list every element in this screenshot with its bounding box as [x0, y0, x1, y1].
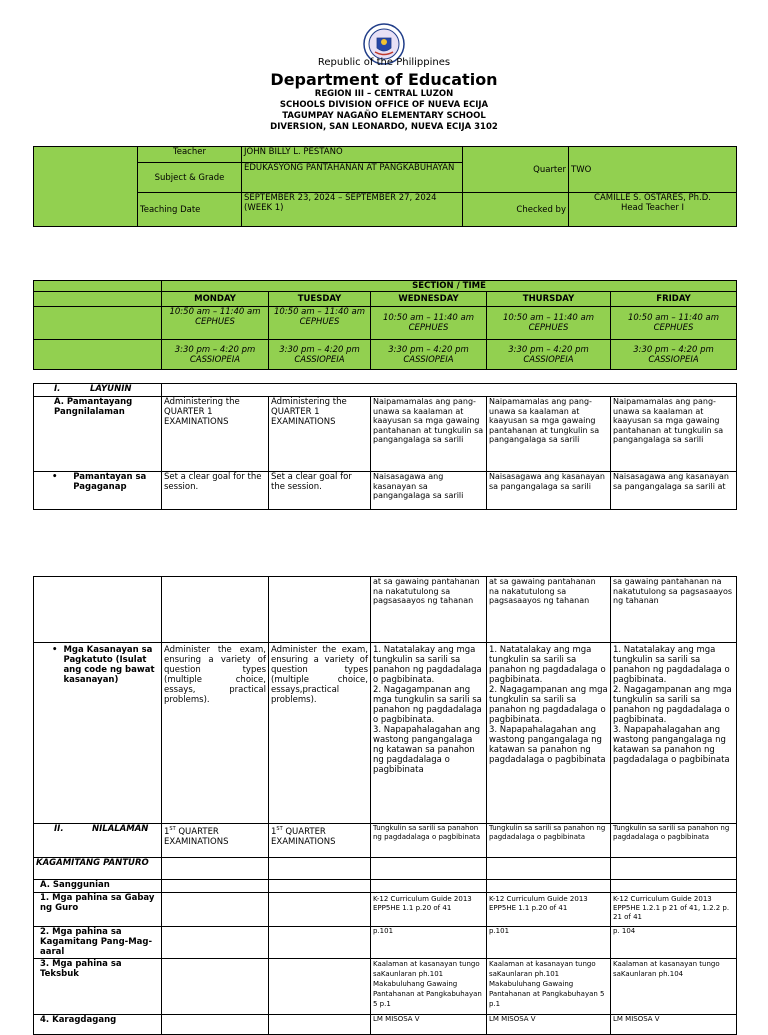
- tuesday-objective: Administering the QUARTER 1 EXAMINATIONS: [269, 397, 371, 472]
- blank-cell: [371, 858, 487, 880]
- quarter-value: TWO: [569, 147, 737, 193]
- exam-ordinal: 1: [164, 826, 170, 837]
- tuesday-performance: Set a clear goal for the session.: [269, 472, 371, 510]
- day-header: THURSDAY: [487, 292, 611, 307]
- tuesday-kasanayan: Administer the exam, ensuring a variety of question types (multiple choice, essays,practical problems).: [269, 643, 371, 824]
- friday-objective: Naipamamalas ang pang-unawa sa kaalaman at kaayusan sa mga gawaing pantahanan at tungkulin sa pangangalaga sa sarili: [611, 397, 737, 472]
- cont-blank: [162, 577, 269, 643]
- republic-text: Republic of the Philippines: [317, 57, 451, 68]
- slot-section: CEPHUES: [653, 323, 694, 333]
- exam-ordinal: 1: [271, 826, 277, 837]
- slot-section: CASSIOPEIA: [648, 354, 699, 365]
- info-table: [33, 146, 737, 227]
- blank-cell: [162, 893, 269, 927]
- checker-name: CAMILLE S. OSTARES, Ph.D.: [594, 193, 711, 203]
- kagamitang-panturo-label: KAGAMITANG PANTURO: [34, 858, 162, 880]
- day-header: FRIDAY: [611, 292, 737, 307]
- blank-cell: [611, 880, 737, 893]
- wednesday-teksbuk: Kaalaman at kasanayan tungo saKaunlaran ph.101 Makabuluhang Gawaing Pantahanan at Pangkabuhayan 5 p.1: [371, 959, 487, 1015]
- thursday-kagamitang: p.101: [487, 927, 611, 959]
- schedule-table: [33, 280, 737, 370]
- wednesday-karagdagang: LM MISOSA V: [371, 1015, 487, 1035]
- schedule-blank-pm: [34, 340, 162, 370]
- slot-time: 3:30 pm – 4:20 pm: [633, 344, 714, 355]
- sanggunian-label: A. Sanggunian: [34, 880, 162, 893]
- slot-section: CEPHUES: [299, 317, 340, 327]
- slot-time: 10:50 am – 11:40 am: [382, 313, 475, 323]
- nilalaman-title: NILALAMAN: [92, 824, 149, 834]
- wednesday-performance: Naisasagawa ang kasanayan sa pangangalaga sa sarili: [371, 472, 487, 510]
- department-title: Department of Education: [270, 70, 498, 89]
- slot-section: CEPHUES: [408, 323, 449, 333]
- layunin-heading-blank: [162, 384, 737, 397]
- day-header: MONDAY: [162, 292, 269, 307]
- thursday-gabay: K-12 Curriculum Guide 2013 EPP5HE 1.1 p.20 of 41: [487, 893, 611, 927]
- address-text: DIVERSION, SAN LEONARDO, NUEVA ECIJA 3102: [270, 122, 498, 132]
- date-label: Teaching Date: [138, 193, 242, 227]
- blank-cell: [611, 858, 737, 880]
- teacher-value: JOHN BILLY L. PESTAÑO: [242, 147, 463, 163]
- section-time-header: SECTION / TIME: [162, 281, 737, 292]
- wednesday-objective: Naipamamalas ang pang-unawa sa kaalaman at kaayusan sa mga gawaing pantahanan at tungkulin sa pangangalaga sa sarili: [371, 397, 487, 472]
- blank-cell: [487, 880, 611, 893]
- blank-cell: [162, 959, 269, 1015]
- subject-value: EDUKASYONG PANTAHANAN AT PANGKABUHAYAN: [242, 163, 463, 193]
- checked-label: Checked by: [463, 193, 569, 227]
- teksbuk-label: 3. Mga pahina sa Teksbuk: [34, 959, 162, 1015]
- blank-cell: [162, 927, 269, 959]
- kagamitang-mag-aaral-label: 2. Mga pahina sa Kagamitang Pang-Mag-aaral: [34, 927, 162, 959]
- morning-slot: [611, 307, 737, 340]
- wednesday-gabay: K-12 Curriculum Guide 2013 EPP5HE 1.1 p.20 of 41: [371, 893, 487, 927]
- monday-performance: Set a clear goal for the session.: [162, 472, 269, 510]
- pamantayan-pagaganap-cell: • Pamantayan sa Pagaganap: [34, 472, 162, 510]
- layunin-title: LAYUNIN: [90, 384, 132, 394]
- slot-time: 3:30 pm – 4:20 pm: [388, 344, 469, 355]
- slot-section: CASSIOPEIA: [294, 354, 345, 365]
- schedule-blank-days: [34, 292, 162, 307]
- date-value: [242, 193, 463, 227]
- tuesday-nilalaman: [269, 824, 371, 858]
- quarter-label: Quarter: [463, 147, 569, 193]
- blank-cell: [269, 880, 371, 893]
- friday-teksbuk: Kaalaman at kasanayan tungo saKaunlaran ph.104: [611, 959, 737, 1015]
- exam-ordinal-suffix: ST: [169, 826, 176, 832]
- morning-slot: [487, 307, 611, 340]
- cont-blank: [269, 577, 371, 643]
- afternoon-slot: [162, 340, 269, 370]
- exam-text: QUARTER EXAMINATIONS: [271, 826, 336, 847]
- day-header: TUESDAY: [269, 292, 371, 307]
- monday-objective: Administering the QUARTER 1 EXAMINATIONS: [162, 397, 269, 472]
- friday-kasanayan: 1. Natatalakay ang mga tungkulin sa sarili sa panahon ng pagdadalaga o pagbibinata. 2. Nagagampanan ang mga tungkulin sa sarili sa panahon ng pagdadalaga o pagbibinata. 3. Napapahalagahan ang wastong pangangalaga ng katawan sa panahon ng pagdadalaga o pagbibinata: [611, 643, 737, 824]
- kasanayan-label-cell: • Mga Kasanayan sa Pagkatuto (Isulat ang code ng bawat kasanayan): [34, 643, 162, 824]
- slot-time: 3:30 pm – 4:20 pm: [508, 344, 589, 355]
- slot-time: 10:50 am – 11:40 am: [502, 313, 595, 323]
- exam-text: QUARTER EXAMINATIONS: [164, 826, 229, 847]
- day-header: WEDNESDAY: [371, 292, 487, 307]
- thursday-performance: Naisasagawa ang kasanayan sa pangangalaga sa sarili: [487, 472, 611, 510]
- blank-cell: [162, 1015, 269, 1035]
- thursday-objective: Naipamamalas ang pang-unawa sa kaalaman at kaayusan sa mga gawaing pantahanan at tungkulin sa pangangalaga sa sarili: [487, 397, 611, 472]
- layunin-heading: [34, 384, 162, 397]
- schedule-blank-am: [34, 307, 162, 340]
- wednesday-nilalaman: Tungkulin sa sarili sa panahon ng pagdadalaga o pagbibinata: [371, 824, 487, 858]
- schedule-blank-top: [34, 281, 162, 292]
- gabay-guro-label: 1. Mga pahina sa Gabay ng Guro: [34, 893, 162, 927]
- friday-nilalaman: Tungkulin sa sarili sa panahon ng pagdadalaga o pagbibinata: [611, 824, 737, 858]
- blank-cell: [269, 1015, 371, 1035]
- morning-slot: [269, 307, 371, 340]
- checker-title: Head Teacher I: [620, 203, 685, 213]
- info-blank-cell: [34, 147, 138, 227]
- slot-section: CASSIOPEIA: [523, 354, 574, 365]
- wednesday-continued: at sa gawaing pantahanan na nakatutulong sa pagsasaayos ng tahanan: [371, 577, 487, 643]
- exam-ordinal-suffix: ST: [276, 826, 283, 832]
- blank-cell: [162, 858, 269, 880]
- school-text: TAGUMPAY NAGAÑO ELEMENTARY SCHOOL: [282, 111, 486, 121]
- pamantayan-pagaganap-label: Pamantayan sa Pagaganap: [73, 472, 147, 492]
- division-text: SCHOOLS DIVISION OFFICE OF NUEVA ECIJA: [279, 100, 489, 110]
- teacher-label: Teacher: [138, 147, 242, 163]
- slot-section: CASSIOPEIA: [403, 354, 454, 365]
- slot-time: 3:30 pm – 4:20 pm: [279, 344, 360, 355]
- thursday-karagdagang: LM MISOSA V: [487, 1015, 611, 1035]
- nilalaman-num: II.: [54, 824, 64, 834]
- lesson-plan-table: [33, 576, 737, 1035]
- thursday-nilalaman: Tungkulin sa sarili sa panahon ng pagdadalaga o pagbibinata: [487, 824, 611, 858]
- monday-nilalaman: [162, 824, 269, 858]
- checked-value: [569, 193, 737, 227]
- date-range: SEPTEMBER 23, 2024 – SEPTEMBER 27, 2024: [244, 193, 437, 203]
- friday-kagamitang: p. 104: [611, 927, 737, 959]
- pamantayang-pangnilalaman-label: A. Pamantayang Pangnilalaman: [34, 397, 162, 472]
- blank-cell: [162, 880, 269, 893]
- afternoon-slot: [487, 340, 611, 370]
- thursday-kasanayan: 1. Natatalakay ang mga tungkulin sa sarili sa panahon ng pagdadalaga o pagbibinata. 2. Nagagampanan ang mga tungkulin sa sarili sa panahon ng pagdadalaga o pagbibinata. 3. Napapahalagahan ang wastong pangangalaga ng katawan sa panahon ng pagdadalaga o pagbibinata: [487, 643, 611, 824]
- slot-time: 10:50 am – 11:40 am: [628, 313, 720, 323]
- slot-time: 3:30 pm – 4:20 pm: [174, 344, 256, 355]
- afternoon-slot: [269, 340, 371, 370]
- slot-time: 10:50 am – 11:40 am: [169, 307, 261, 317]
- slot-section: CASSIOPEIA: [189, 354, 241, 365]
- friday-continued: sa gawaing pantahanan na nakatutulong sa pagsasaayos ng tahanan: [611, 577, 737, 643]
- afternoon-slot: [371, 340, 487, 370]
- blank-cell: [487, 858, 611, 880]
- blank-cell: [269, 893, 371, 927]
- layunin-num: I.: [54, 384, 61, 394]
- thursday-continued: at sa gawaing pantahanan na nakatutulong sa pagsasaayos ng tahanan: [487, 577, 611, 643]
- karagdagang-label: 4. Karagdagang: [34, 1015, 162, 1035]
- blank-cell: [269, 959, 371, 1015]
- thursday-teksbuk: Kaalaman at kasanayan tungo saKaunlaran ph.101 Makabuluhang Gawaing Pantahanan at Pangkabuhayan 5 p.1: [487, 959, 611, 1015]
- layunin-table: [33, 383, 737, 510]
- friday-performance: Naisasagawa ang kasanayan sa pangangalaga sa sarili at: [611, 472, 737, 510]
- friday-gabay: K-12 Curriculum Guide 2013 EPP5HE 1.2.1 p 21 of 41, 1.2.2 p. 21 of 41: [611, 893, 737, 927]
- blank-cell: [269, 927, 371, 959]
- blank-cell: [269, 858, 371, 880]
- nilalaman-heading: [34, 824, 162, 858]
- afternoon-slot: [611, 340, 737, 370]
- date-week: (WEEK 1): [244, 203, 284, 213]
- friday-karagdagang: LM MISOSA V: [611, 1015, 737, 1035]
- subject-label: Subject & Grade: [138, 163, 242, 193]
- cont-blank: [34, 577, 162, 643]
- monday-kasanayan: Administer the exam, ensuring a variety of question types (multiple choice, essays, practical problems).: [162, 643, 269, 824]
- morning-slot: [371, 307, 487, 340]
- morning-slot: [162, 307, 269, 340]
- kasanayan-label: Mga Kasanayan sa Pagkatuto (Isulat ang code ng bawat kasanayan): [63, 645, 155, 685]
- wednesday-kagamitang: p.101: [371, 927, 487, 959]
- slot-time: 10:50 am – 11:40 am: [273, 307, 366, 317]
- slot-section: CEPHUES: [195, 317, 235, 327]
- blank-cell: [371, 880, 487, 893]
- wednesday-kasanayan: 1. Natatalakay ang mga tungkulin sa sarili sa panahon ng pagdadalaga o pagbibinata. 2. Nagagampanan ang mga tungkulin sa sarili sa panahon ng pagdadalaga o pagbibinata. 3. Napapahalagahan ang wastong pangangalaga ng katawan sa panahon ng pagdadalaga o pagbibinata: [371, 643, 487, 824]
- region-text: REGION III – CENTRAL LUZON: [314, 89, 454, 99]
- slot-section: CEPHUES: [528, 323, 569, 333]
